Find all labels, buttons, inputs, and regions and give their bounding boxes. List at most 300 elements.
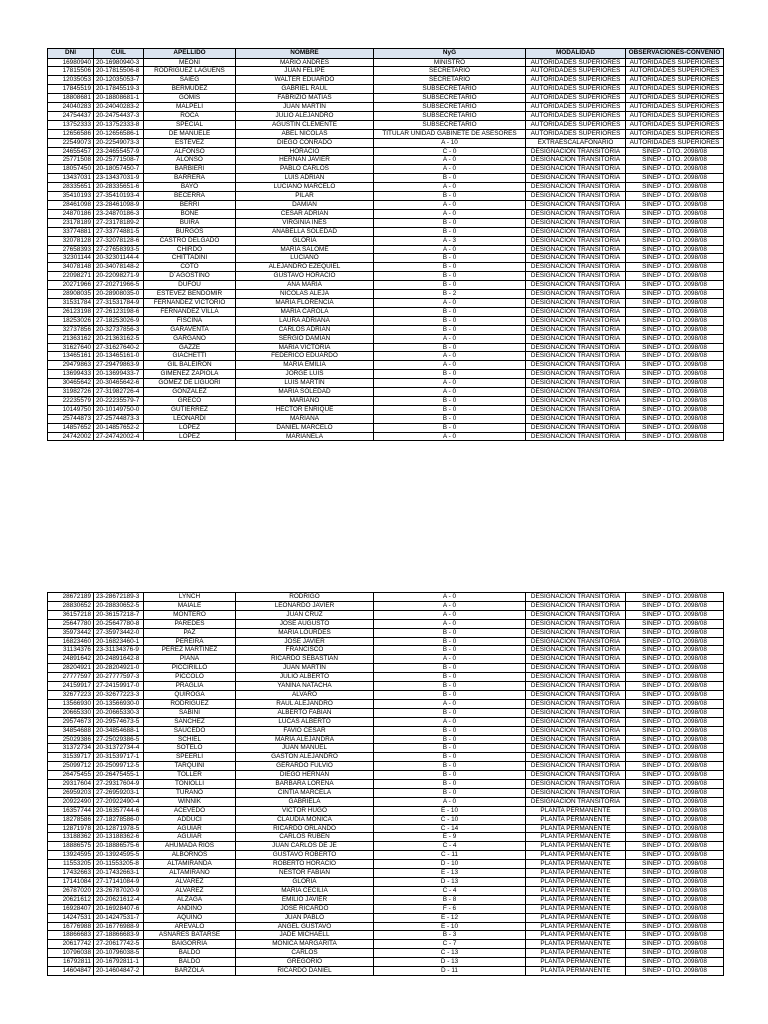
modalidad-cell: AUTORIDADES SUPERIORES xyxy=(526,67,626,76)
apellido-cell: GOMEZ DE LIGUORI xyxy=(144,379,236,388)
table-row xyxy=(48,263,724,272)
cuil-cell: 20-18808681-1 xyxy=(94,94,144,103)
nyg-cell: A - 0 xyxy=(374,797,526,806)
cuil-cell: 20-31372734-4 xyxy=(94,744,144,753)
cuil-cell: 27-17141084-9 xyxy=(94,878,144,887)
table-row xyxy=(48,815,724,824)
dni-cell: 28335651 xyxy=(48,183,94,192)
table-row xyxy=(48,708,724,717)
cuil-cell: 23-24655457-9 xyxy=(94,147,144,156)
cuil-cell: 27-35410193-4 xyxy=(94,192,144,201)
apellido-cell: BARRERA xyxy=(144,174,236,183)
dni-cell: 17845519 xyxy=(48,85,94,94)
observaciones-cell: SINEP - DTO. 2098/08 xyxy=(626,646,724,655)
apellido-cell: BALDO xyxy=(144,958,236,967)
apellido-cell: WINNIK xyxy=(144,797,236,806)
nombre-cell: CARLOS xyxy=(236,949,374,958)
cuil-cell: 20-12871978-5 xyxy=(94,824,144,833)
observaciones-cell: AUTORIDADES SUPERIORES xyxy=(626,94,724,103)
apellido-cell: PICCIRILLO xyxy=(144,664,236,673)
observaciones-cell: SINEP - DTO. 2098/08 xyxy=(626,895,724,904)
modalidad-cell: DESIGNACIÓN TRANSITORIA xyxy=(526,744,626,753)
table-row xyxy=(48,432,724,441)
dni-cell: 26123198 xyxy=(48,307,94,316)
nyg-cell: B - 0 xyxy=(374,174,526,183)
cuil-cell: 27-20922490-4 xyxy=(94,797,144,806)
modalidad-cell: AUTORIDADES SUPERIORES xyxy=(526,94,626,103)
nombre-cell: JULIO ALEJANDRO xyxy=(236,111,374,120)
table-row xyxy=(48,138,724,147)
modalidad-cell: AUTORIDADES SUPERIORES xyxy=(526,120,626,129)
nyg-cell: A - 3 xyxy=(374,236,526,245)
apellido-cell: MEONI xyxy=(144,58,236,67)
cuil-cell: 20-22235579-7 xyxy=(94,396,144,405)
observaciones-cell: SINEP - DTO. 2098/08 xyxy=(626,967,724,976)
observaciones-cell: SINEP - DTO. 2098/08 xyxy=(626,156,724,165)
modalidad-cell: DESIGNACIÓN TRANSITORIA xyxy=(526,218,626,227)
apellido-cell: ACEVEDO xyxy=(144,806,236,815)
dni-cell: 32078128 xyxy=(48,236,94,245)
dni-cell: 16823460 xyxy=(48,637,94,646)
nombre-cell: GERARDO FULVIO xyxy=(236,762,374,771)
column-header: OBSERVACIONES-CONVENIO xyxy=(626,49,724,59)
nombre-cell: JOSE AUGUSTO xyxy=(236,619,374,628)
nyg-cell: B - 0 xyxy=(374,628,526,637)
modalidad-cell: DESIGNACIÓN TRANSITORIA xyxy=(526,735,626,744)
dni-cell: 18866683 xyxy=(48,931,94,940)
apellido-cell: GONZALEZ xyxy=(144,388,236,397)
apellido-cell: BAIGORRIA xyxy=(144,940,236,949)
column-header: NyG xyxy=(374,49,526,59)
table-row xyxy=(48,245,724,254)
observaciones-cell: SINEP - DTO. 2098/08 xyxy=(626,931,724,940)
cuil-cell: 20-31539717-1 xyxy=(94,753,144,762)
dni-cell: 13566930 xyxy=(48,699,94,708)
modalidad-cell: AUTORIDADES SUPERIORES xyxy=(526,111,626,120)
nyg-cell: B - 0 xyxy=(374,272,526,281)
observaciones-cell: SINEP - DTO. 2098/08 xyxy=(626,218,724,227)
apellido-cell: LYNCH xyxy=(144,593,236,602)
cuil-cell: 27-33774881-5 xyxy=(94,227,144,236)
table-row xyxy=(48,423,724,432)
nyg-cell: B - 0 xyxy=(374,325,526,334)
modalidad-cell: AUTORIDADES SUPERIORES xyxy=(526,103,626,112)
cuil-cell: 27-18253026-9 xyxy=(94,316,144,325)
dni-cell: 12035053 xyxy=(48,76,94,85)
apellido-cell: SPECIAL xyxy=(144,120,236,129)
nombre-cell: GLORIA xyxy=(236,236,374,245)
nombre-cell: CLAUDIA MONICA xyxy=(236,815,374,824)
cuil-cell: 20-20621612-4 xyxy=(94,895,144,904)
nyg-cell: B - 0 xyxy=(374,405,526,414)
nyg-cell: C - 0 xyxy=(374,147,526,156)
observaciones-cell: SINEP - DTO. 2098/08 xyxy=(626,174,724,183)
cuil-cell: 20-10149750-0 xyxy=(94,405,144,414)
dni-cell: 18278586 xyxy=(48,815,94,824)
nyg-cell: A - 0 xyxy=(374,601,526,610)
modalidad-cell: DESIGNACIÓN TRANSITORIA xyxy=(526,334,626,343)
table-row xyxy=(48,236,724,245)
dni-cell: 14604847 xyxy=(48,967,94,976)
table-row xyxy=(48,931,724,940)
nombre-cell: WALTER EDUARDO xyxy=(236,76,374,85)
nyg-cell: B - 0 xyxy=(374,646,526,655)
nombre-cell: RICARDO ORLANDO xyxy=(236,824,374,833)
nyg-cell: B - 0 xyxy=(374,726,526,735)
nyg-cell: SUBSECRETARIO xyxy=(374,103,526,112)
table-row xyxy=(48,156,724,165)
dni-cell: 24754437 xyxy=(48,111,94,120)
cuil-cell: 27-20617742-5 xyxy=(94,940,144,949)
apellido-cell: BARBIERI xyxy=(144,165,236,174)
observaciones-cell: SINEP - DTO. 2098/08 xyxy=(626,147,724,156)
observaciones-cell: SINEP - DTO. 2098/08 xyxy=(626,236,724,245)
cuil-cell: 27-35973442-0 xyxy=(94,628,144,637)
table-row xyxy=(48,227,724,236)
modalidad-cell: DESIGNACIÓN TRANSITORIA xyxy=(526,726,626,735)
table-row xyxy=(48,281,724,290)
nombre-cell: RICARDO SEBASTIAN xyxy=(236,655,374,664)
cuil-cell: 27-26123198-6 xyxy=(94,307,144,316)
table-row xyxy=(48,824,724,833)
apellido-cell: LOPEZ xyxy=(144,432,236,441)
cuil-cell: 20-12656586-1 xyxy=(94,129,144,138)
nombre-cell: CESAR ADRIAN xyxy=(236,209,374,218)
apellido-cell: GRECO xyxy=(144,396,236,405)
cuil-cell: 27-18278586-0 xyxy=(94,815,144,824)
observaciones-cell: SINEP - DTO. 2098/08 xyxy=(626,370,724,379)
dni-cell: 12871978 xyxy=(48,824,94,833)
cuil-cell: 20-34854688-1 xyxy=(94,726,144,735)
modalidad-cell: DESIGNACIÓN TRANSITORIA xyxy=(526,227,626,236)
modalidad-cell: DESIGNACIÓN TRANSITORIA xyxy=(526,379,626,388)
observaciones-cell: SINEP - DTO. 2098/08 xyxy=(626,869,724,878)
nombre-cell: MARÍA ALEJANDRA xyxy=(236,735,374,744)
modalidad-cell: PLANTA PERMANENTE xyxy=(526,815,626,824)
nyg-cell: C - 14 xyxy=(374,824,526,833)
nyg-cell: B - 3 xyxy=(374,931,526,940)
observaciones-cell: SINEP - DTO. 2098/08 xyxy=(626,922,724,931)
observaciones-cell: SINEP - DTO. 2098/08 xyxy=(626,699,724,708)
nombre-cell: YANINA NATACHA xyxy=(236,682,374,691)
dni-cell: 31539717 xyxy=(48,753,94,762)
nombre-cell: CARLOS ADRIAN xyxy=(236,325,374,334)
observaciones-cell: SINEP - DTO. 2098/08 xyxy=(626,904,724,913)
modalidad-cell: PLANTA PERMANENTE xyxy=(526,913,626,922)
nombre-cell: FEDERICO EDUARDO xyxy=(236,352,374,361)
modalidad-cell: PLANTA PERMANENTE xyxy=(526,895,626,904)
dni-cell: 17141084 xyxy=(48,878,94,887)
apellido-cell: GAZZE xyxy=(144,343,236,352)
cuil-cell: 20-18057450-7 xyxy=(94,165,144,174)
dni-cell: 23178189 xyxy=(48,218,94,227)
cuil-cell: 20-14604847-2 xyxy=(94,967,144,976)
nyg-cell: B - 0 xyxy=(374,192,526,201)
cuil-cell: 20-16776988-9 xyxy=(94,922,144,931)
observaciones-cell: SINEP - DTO. 2098/08 xyxy=(626,610,724,619)
nombre-cell: JUAN FELIPE xyxy=(236,67,374,76)
observaciones-cell: AUTORIDADES SUPERIORES xyxy=(626,76,724,85)
observaciones-cell: SINEP - DTO. 2098/08 xyxy=(626,637,724,646)
dni-cell: 22098271 xyxy=(48,272,94,281)
table-row xyxy=(48,379,724,388)
dni-cell: 20617742 xyxy=(48,940,94,949)
apellido-cell: ESTEVEZ xyxy=(144,138,236,147)
table-row xyxy=(48,682,724,691)
nyg-cell: B - 0 xyxy=(374,281,526,290)
column-header: APELLIDO xyxy=(144,49,236,59)
nombre-cell: ANGEL GUSTAVO xyxy=(236,922,374,931)
nyg-cell: B - 0 xyxy=(374,218,526,227)
nyg-cell: B - 0 xyxy=(374,690,526,699)
nombre-cell: GABRIEL RAUL xyxy=(236,85,374,94)
apellido-cell: SCHIEL xyxy=(144,735,236,744)
modalidad-cell: DESIGNACIÓN TRANSITORIA xyxy=(526,717,626,726)
cuil-cell: 20-14247531-7 xyxy=(94,913,144,922)
table-row xyxy=(48,334,724,343)
dni-cell: 18057450 xyxy=(48,165,94,174)
observaciones-cell: SINEP - DTO. 2098/08 xyxy=(626,690,724,699)
nombre-cell: JOSE RICARDO xyxy=(236,904,374,913)
observaciones-cell: AUTORIDADES SUPERIORES xyxy=(626,58,724,67)
nyg-cell: SUBSECRETARIO xyxy=(374,111,526,120)
observaciones-cell: SINEP - DTO. 2098/08 xyxy=(626,209,724,218)
modalidad-cell: DESIGNACIÓN TRANSITORIA xyxy=(526,610,626,619)
observaciones-cell: SINEP - DTO. 2098/08 xyxy=(626,735,724,744)
cuil-cell: 20-25771508-7 xyxy=(94,156,144,165)
dni-cell: 34854688 xyxy=(48,726,94,735)
nyg-cell: A - 0 xyxy=(374,361,526,370)
table-row xyxy=(48,806,724,815)
table-row xyxy=(48,174,724,183)
nyg-cell: E - 9 xyxy=(374,833,526,842)
table-row xyxy=(48,619,724,628)
nombre-cell: ANA MARIA xyxy=(236,281,374,290)
nombre-cell: JUAN PABLO xyxy=(236,913,374,922)
apellido-cell: D´AGOSTINO xyxy=(144,272,236,281)
nombre-cell: MARIA FLORENCIA xyxy=(236,298,374,307)
modalidad-cell: DESIGNACIÓN TRANSITORIA xyxy=(526,780,626,789)
modalidad-cell: DESIGNACIÓN TRANSITORIA xyxy=(526,423,626,432)
table-row xyxy=(48,307,724,316)
nyg-cell: B - 0 xyxy=(374,423,526,432)
dni-cell: 13465161 xyxy=(48,352,94,361)
modalidad-cell: DESIGNACIÓN TRANSITORIA xyxy=(526,655,626,664)
dni-cell: 13699433 xyxy=(48,370,94,379)
table-row xyxy=(48,851,724,860)
observaciones-cell: SINEP - DTO. 2098/08 xyxy=(626,414,724,423)
table-row xyxy=(48,780,724,789)
modalidad-cell: PLANTA PERMANENTE xyxy=(526,869,626,878)
apellido-cell: PEREIRA xyxy=(144,637,236,646)
apellido-cell: PRAGLIA xyxy=(144,682,236,691)
apellido-cell: MONTERO xyxy=(144,610,236,619)
modalidad-cell: PLANTA PERMANENTE xyxy=(526,886,626,895)
nyg-cell: E - 10 xyxy=(374,806,526,815)
modalidad-cell: DESIGNACIÓN TRANSITORIA xyxy=(526,637,626,646)
nombre-cell: JUAN CARLOS DE JE xyxy=(236,842,374,851)
apellido-cell: ALVAREZ xyxy=(144,878,236,887)
cuil-cell: 27-18866683-9 xyxy=(94,931,144,940)
observaciones-cell: SINEP - DTO. 2098/08 xyxy=(626,708,724,717)
observaciones-cell: SINEP - DTO. 2098/08 xyxy=(626,958,724,967)
apellido-cell: RODRIGUEZ xyxy=(144,699,236,708)
nyg-cell: B - 2 xyxy=(374,290,526,299)
dni-cell: 20665330 xyxy=(48,708,94,717)
apellido-cell: TARQUINI xyxy=(144,762,236,771)
nombre-cell: CINTIA MARCELA xyxy=(236,788,374,797)
apellido-cell: MAIALE xyxy=(144,601,236,610)
dni-cell: 16792811 xyxy=(48,958,94,967)
modalidad-cell: DESIGNACIÓN TRANSITORIA xyxy=(526,414,626,423)
dni-cell: 25771508 xyxy=(48,156,94,165)
nombre-cell: MARIA VICTORIA xyxy=(236,343,374,352)
observaciones-cell: SINEP - DTO. 2098/08 xyxy=(626,396,724,405)
nombre-cell: EMILIO JAVIER xyxy=(236,895,374,904)
cuil-cell: 27-29317604-9 xyxy=(94,780,144,789)
nombre-cell: JUAN MARTÍN xyxy=(236,664,374,673)
observaciones-cell: SINEP - DTO. 2098/08 xyxy=(626,797,724,806)
table-row xyxy=(48,388,724,397)
table-row xyxy=(48,94,724,103)
cuil-cell: 20-12035053-7 xyxy=(94,76,144,85)
table-row xyxy=(48,209,724,218)
nombre-cell: DIEGO CONRADO xyxy=(236,138,374,147)
dni-cell: 30465642 xyxy=(48,379,94,388)
dni-cell: 26475455 xyxy=(48,771,94,780)
apellido-cell: BURGOS xyxy=(144,227,236,236)
nombre-cell: MARIO ANDRÉS xyxy=(236,58,374,67)
observaciones-cell: SINEP - DTO. 2098/08 xyxy=(626,762,724,771)
modalidad-cell: PLANTA PERMANENTE xyxy=(526,904,626,913)
observaciones-cell: SINEP - DTO. 2098/08 xyxy=(626,815,724,824)
apellido-cell: TOLLER xyxy=(144,771,236,780)
modalidad-cell: DESIGNACIÓN TRANSITORIA xyxy=(526,192,626,201)
observaciones-cell: SINEP - DTO. 2098/08 xyxy=(626,325,724,334)
observaciones-cell: AUTORIDADES SUPERIORES xyxy=(626,103,724,112)
cuil-cell: 20-24040283-2 xyxy=(94,103,144,112)
nyg-cell: B - 0 xyxy=(374,316,526,325)
dni-cell: 32677223 xyxy=(48,690,94,699)
column-header: MODALIDAD xyxy=(526,49,626,59)
cuil-cell: 20-28204921-0 xyxy=(94,664,144,673)
cuil-cell: 27-26959203-1 xyxy=(94,788,144,797)
modalidad-cell: DESIGNACIÓN TRANSITORIA xyxy=(526,432,626,441)
dni-cell: 20271966 xyxy=(48,281,94,290)
observaciones-cell: SINEP - DTO. 2098/08 xyxy=(626,432,724,441)
staff-table-bottom xyxy=(47,592,724,976)
table-row xyxy=(48,646,724,655)
modalidad-cell: DESIGNACIÓN TRANSITORIA xyxy=(526,370,626,379)
nyg-cell: E - 10 xyxy=(374,922,526,931)
nombre-cell: LAURA ADRIANA xyxy=(236,316,374,325)
table-row xyxy=(48,904,724,913)
observaciones-cell: SINEP - DTO. 2098/08 xyxy=(626,717,724,726)
dni-cell: 14857652 xyxy=(48,423,94,432)
cuil-cell: 20-34078148-2 xyxy=(94,263,144,272)
modalidad-cell: DESIGNACIÓN TRANSITORIA xyxy=(526,307,626,316)
dni-cell: 31627640 xyxy=(48,343,94,352)
nyg-cell: C - 4 xyxy=(374,842,526,851)
modalidad-cell: DESIGNACIÓN TRANSITORIA xyxy=(526,316,626,325)
nombre-cell: HECTOR ENRIQUE xyxy=(236,405,374,414)
modalidad-cell: DESIGNACIÓN TRANSITORIA xyxy=(526,352,626,361)
observaciones-cell: SINEP - DTO. 2098/08 xyxy=(626,780,724,789)
apellido-cell: SANCHEZ xyxy=(144,717,236,726)
observaciones-cell: SINEP - DTO. 2098/08 xyxy=(626,290,724,299)
apellido-cell: SAUCEDO xyxy=(144,726,236,735)
nyg-cell: A - 10 xyxy=(374,138,526,147)
cuil-cell: 20-28335651-6 xyxy=(94,183,144,192)
observaciones-cell: SINEP - DTO. 2098/08 xyxy=(626,726,724,735)
cuil-cell: 20-25099712-5 xyxy=(94,762,144,771)
dni-cell: 32737856 xyxy=(48,325,94,334)
table-row xyxy=(48,414,724,423)
dni-cell: 25029386 xyxy=(48,735,94,744)
dni-cell: 31531784 xyxy=(48,298,94,307)
observaciones-cell: SINEP - DTO. 2098/08 xyxy=(626,913,724,922)
apellido-cell: BERRI xyxy=(144,201,236,210)
dni-cell: 18808681 xyxy=(48,94,94,103)
cuil-cell: 20-17432663-1 xyxy=(94,869,144,878)
dni-cell: 28204921 xyxy=(48,664,94,673)
table-row xyxy=(48,396,724,405)
modalidad-cell: AUTORIDADES SUPERIORES xyxy=(526,58,626,67)
nyg-cell: B - 0 xyxy=(374,370,526,379)
apellido-cell: AGUIAR xyxy=(144,824,236,833)
dni-cell: 11553205 xyxy=(48,860,94,869)
cuil-cell: 20-28908035-0 xyxy=(94,290,144,299)
nyg-cell: B - 0 xyxy=(374,708,526,717)
nyg-cell: A - 0 xyxy=(374,209,526,218)
apellido-cell: BARZOLA xyxy=(144,967,236,976)
observaciones-cell: SINEP - DTO. 2098/08 xyxy=(626,682,724,691)
nombre-cell: JUAN CRUZ xyxy=(236,610,374,619)
cuil-cell: 23-28461098-9 xyxy=(94,201,144,210)
apellido-cell: BONE xyxy=(144,209,236,218)
nyg-cell: A - 0 xyxy=(374,183,526,192)
cuil-cell: 20-13752333-8 xyxy=(94,120,144,129)
nombre-cell: LUIS ADRIAN xyxy=(236,174,374,183)
table-row xyxy=(48,744,724,753)
observaciones-cell: SINEP - DTO. 2098/08 xyxy=(626,298,724,307)
apellido-cell: RODRIGUEZ LAGUENS xyxy=(144,67,236,76)
observaciones-cell: SINEP - DTO. 2098/08 xyxy=(626,388,724,397)
nombre-cell: LEONARDO JAVIER xyxy=(236,601,374,610)
dni-cell: 28461098 xyxy=(48,201,94,210)
apellido-cell: LOPEZ xyxy=(144,423,236,432)
apellido-cell: SABINI xyxy=(144,708,236,717)
nombre-cell: PABLO CARLOS xyxy=(236,165,374,174)
cuil-cell: 23-26787020-9 xyxy=(94,886,144,895)
nyg-cell: B - 0 xyxy=(374,682,526,691)
table-row xyxy=(48,699,724,708)
apellido-cell: FERNANDEZ VILLA xyxy=(144,307,236,316)
cuil-cell: 27-31531784-9 xyxy=(94,298,144,307)
apellido-cell: PAZ xyxy=(144,628,236,637)
apellido-cell: QUIROGA xyxy=(144,690,236,699)
cuil-cell: 20-24891642-8 xyxy=(94,655,144,664)
table-row xyxy=(48,762,724,771)
nyg-cell: D - 13 xyxy=(374,878,526,887)
modalidad-cell: AUTORIDADES SUPERIORES xyxy=(526,76,626,85)
observaciones-cell: SINEP - DTO. 2098/08 xyxy=(626,664,724,673)
table-row xyxy=(48,183,724,192)
apellido-cell: BAYO xyxy=(144,183,236,192)
cuil-cell: 20-17815506-8 xyxy=(94,67,144,76)
cuil-cell: 23-31134376-9 xyxy=(94,646,144,655)
table-row xyxy=(48,940,724,949)
